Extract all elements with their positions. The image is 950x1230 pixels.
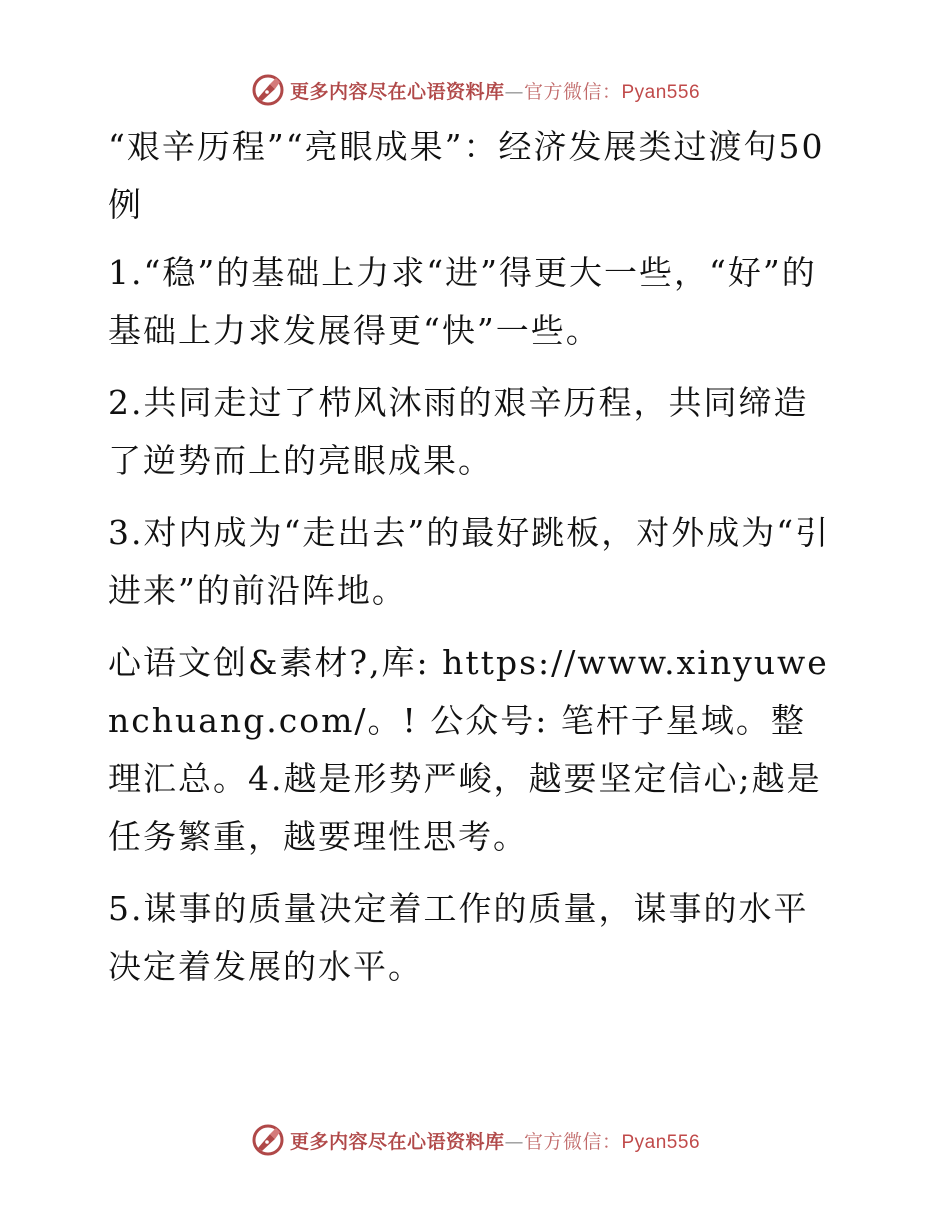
pen-nib-logo-icon [250,1122,286,1158]
paragraph-5: 5.谋事的质量决定着工作的质量，谋事的水平决定着发展的水平。 [108,889,809,986]
footer-watermark-banner [0,1120,950,1160]
watermark-wechat-label: 官方微信： [523,80,622,103]
paragraph-2: 2.共同走过了栉风沐雨的艰辛历程，共同缔造了逆势而上的亮眼成果。 [108,383,809,480]
watermark-wechat-id: Pyan556 [621,1131,701,1153]
paragraph-1: 1.“稳”的基础上力求“进”得更大一些，“好”的基础上力求发展得更“快”一些。 [108,253,817,350]
header-watermark-banner [0,70,950,110]
paragraph-3: 3.对内成为“走出去”的最好跳板，对外成为“引进来”的前沿阵地。 [108,513,831,610]
watermark-separator: — [504,80,524,103]
watermark-text [290,77,700,104]
watermark-separator: — [504,1130,524,1153]
watermark-main: 更多内容尽在心语资料库 [289,80,505,103]
pen-nib-logo-icon [250,72,286,108]
paragraph-4: 心语文创&素材?,库: https://www.xinyuwenchuang.com/。! 公众号: 笔杆子星域。整理汇总。4.越是形势严峻，越要坚定信心;越是任务繁重，越要理性思考。 [108,643,829,856]
watermark-text [290,1127,700,1154]
document-body [98,118,838,1010]
watermark-main: 更多内容尽在心语资料库 [289,1130,505,1153]
document-title: “艰辛历程”“亮眼成果”：经济发展类过渡句50例 [108,127,825,224]
watermark-wechat-id: Pyan556 [621,81,701,103]
watermark-wechat-label: 官方微信： [523,1130,622,1153]
